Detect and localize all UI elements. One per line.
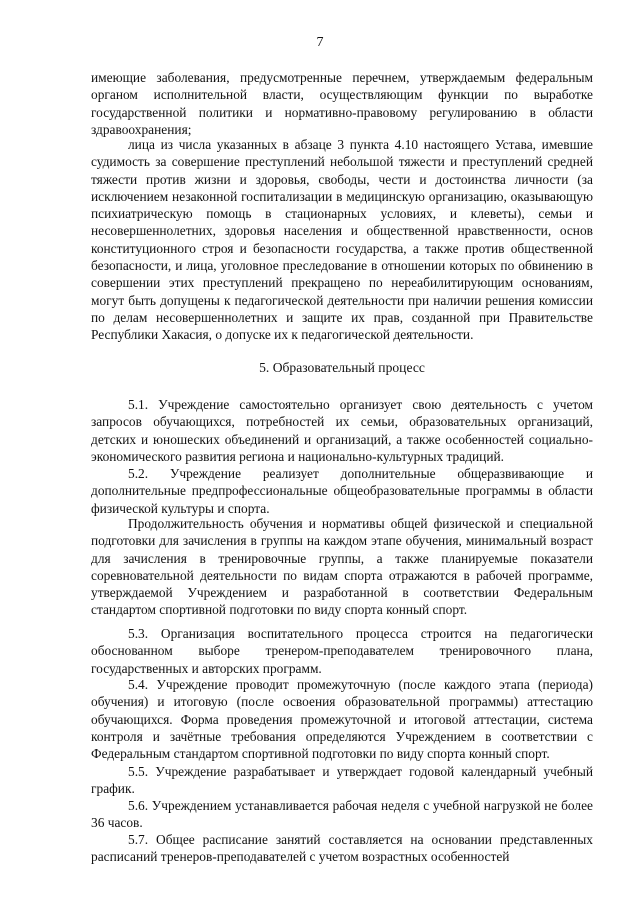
paragraph-5-2: 5.2. Учреждение реализует дополнительные общеразвивающие и дополнительные предпрофессиональные общеобразовательные программы в области физической культуры и спорта.	[91, 466, 593, 516]
paragraph-5-4: 5.4. Учреждение проводит промежуточную (после каждого этапа (периода) обучения) и итоговую (после освоения образовательной программы) аттестацию обучающихся. Форма проведения промежуточной и итоговой аттестации, система контроля и зачётные требования определяются Учреждением в соответствии с Федеральным стандартом спортивной подготовки по виду спорта конный спорт.	[91, 677, 593, 762]
paragraph-continuation: имеющие заболевания, предусмотренные перечнем, утверждаемым федеральным органом исполнительной власти, осуществляющим функции по выработке государственной политики и нормативно-правовому регулированию в области здравоохранения;	[91, 70, 593, 137]
paragraph-5-6: 5.6. Учреждением устанавливается рабочая неделя с учебной нагрузкой не более 36 часов.	[91, 798, 593, 831]
paragraph-5-7: 5.7. Общее расписание занятий составляется на основании представленных расписаний тренеров-преподавателей с учетом возрастных особенностей	[91, 832, 593, 865]
paragraph-duration: Продолжительность обучения и нормативы общей физической и специальной подготовки для зачисления в группы на каждом этапе обучения, минимальный возраст для зачисления в тренировочные группы, а также планируемые показатели соревновательной деятельности по видам спорта отражаются в рабочей программе, утверждаемой Учреждением и разработанной в соответствии Федеральным стандартом спортивной подготовки по виду спорта конный спорт.	[91, 516, 593, 618]
paragraph-5-1: 5.1. Учреждение самостоятельно организует свою деятельность с учетом запросов обучающихся, потребностей их семьи, образовательных организаций, детских и юношеских объединений и организаций, а также особенностей социально-экономического развития региона и национально-культурных традиций.	[91, 397, 593, 464]
paragraph-5-5: 5.5. Учреждение разрабатывает и утверждает годовой календарный учебный график.	[91, 764, 593, 797]
paragraph-5-3: 5.3. Организация воспитательного процесса строится на педагогически обоснованном выборе тренером-преподавателем тренировочного плана, государственных и авторских программ.	[91, 626, 593, 676]
section-heading: 5. Образовательный процесс	[259, 360, 425, 375]
paragraph-restrictions: лица из числа указанных в абзаце 3 пункта 4.10 настоящего Устава, имевшие судимость за совершение преступлений небольшой тяжести и преступлений средней тяжести против жизни и здоровья, свободы, чести и достоинства личности (за исключением незаконной госпитализации в медицинскую организацию, оказывающую психиатрическую помощь в стационарных условиях, и клеветы), семьи и несовершеннолетних, здоровья населения и общественной нравственности, основ конституционного строя и безопасности государства, а также против общественной безопасности, и лица, уголовное преследование в отношении которых по обвинению в совершении этих преступлений прекращено по нереабилитирующим основаниям, могут быть допущены к педагогической деятельности при наличии решения комиссии по делам несовершеннолетних и защите их прав, созданной при Правительстве Республики Хакасия, о допуске их к педагогической деятельности.	[91, 137, 593, 343]
page-number: 7	[316, 35, 324, 50]
